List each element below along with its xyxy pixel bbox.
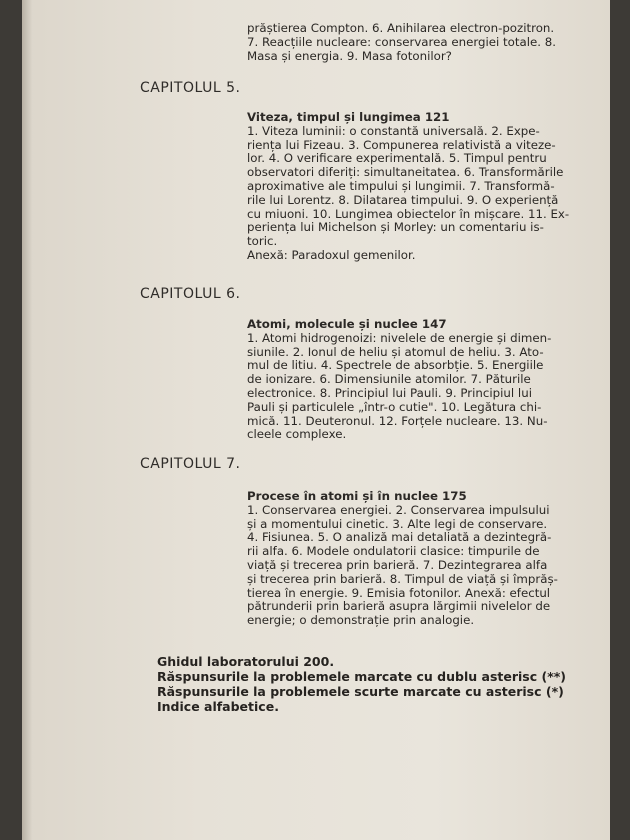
back-matter — [157, 654, 610, 714]
chapter-7-line: viață și trecerea prin barieră. 7. Dezintegrarea alfa — [247, 557, 548, 572]
chapter-7-line: și a momentului cinetic. 3. Alte legi de conservare. — [247, 516, 548, 531]
chapter-6-line: siunile. 2. Ionul de heliu și atomul de heliu. 3. Ato- — [247, 344, 544, 359]
answers-double-asterisk-entry: Răspunsurile la problemele marcate cu dublu asterisc (**) — [157, 669, 566, 684]
chapter-5-contents — [247, 111, 610, 263]
chapter-6-line: Pauli și particulele „într-o cutie". 10. Legătura chi- — [247, 399, 542, 414]
index-entry: Indice alfabetice. — [157, 699, 279, 714]
chapter-5-heading: CAPITOLUL 5. — [140, 80, 241, 96]
intro-continuation — [247, 22, 610, 63]
chapter-5-line: observatori diferiți: simultaneitatea. 6. Transformările — [247, 165, 564, 180]
chapter-6-heading: CAPITOLUL 6. — [140, 286, 241, 302]
chapter-7-line: și trecerea prin barieră. 8. Timpul de viață și împrăș- — [247, 571, 558, 586]
intro-line: 7. Reacțiile nucleare: conservarea energiei totale. 8. — [247, 34, 557, 49]
book-page — [22, 0, 610, 840]
chapter-6-title: Atomi, molecule și nuclee 147 — [247, 317, 447, 331]
chapter-7-line: rii alfa. 6. Modele ondulatorii clasice: timpurile de — [247, 544, 540, 559]
intro-line: prăștierea Compton. 6. Anihilarea electron-pozitron. — [247, 21, 555, 35]
chapter-7-line: 4. Fisiunea. 5. O analiză mai detaliată a dezintegră- — [247, 530, 552, 545]
answers-single-asterisk-entry: Răspunsurile la problemele scurte marcate cu asterisc (*) — [157, 684, 564, 699]
intro-line: Masa și energia. 9. Masa fotonilor? — [247, 48, 452, 63]
chapter-6-line: mică. 11. Deuteronul. 12. Forțele nucleare. 13. Nu- — [247, 413, 548, 428]
chapter-5-annex: Anexă: Paradoxul gemenilor. — [247, 247, 416, 262]
chapter-5-title: Viteza, timpul și lungimea 121 — [247, 110, 450, 124]
chapter-5-line: lor. 4. O verificare experimentală. 5. Timpul pentru — [247, 151, 547, 166]
chapter-7-contents — [247, 490, 610, 628]
chapter-5-line: rile lui Lorentz. 8. Dilatarea timpului. 9. O experiență — [247, 192, 559, 207]
chapter-5-line: periența lui Michelson și Morley: un comentariu is- — [247, 220, 544, 235]
chapter-6-line: 1. Atomi hidrogenoizi: nivelele de energie și dimen- — [247, 330, 552, 345]
chapter-7-title: Procese în atomi și în nuclee 175 — [247, 489, 467, 503]
chapter-7-heading: CAPITOLUL 7. — [140, 456, 241, 472]
chapter-7-line: energie; o demonstrație prin analogie. — [247, 613, 475, 628]
book-spine-shadow — [22, 0, 32, 840]
chapter-5-line: toric. — [247, 234, 278, 249]
chapter-7-line: tierea în energie. 9. Emisia fotonilor. Anexă: efectul — [247, 585, 551, 600]
chapter-7-line: pătrunderii prin barieră asupra lărgimii nivelelor de — [247, 599, 551, 614]
chapter-6-contents — [247, 318, 610, 442]
lab-guide-entry: Ghidul laboratorului 200. — [157, 654, 335, 669]
chapter-6-line: electronice. 8. Principiul lui Pauli. 9. Principiul lui — [247, 385, 532, 400]
chapter-5-line: cu miuoni. 10. Lungimea obiectelor în mișcare. 11. Ex- — [247, 206, 570, 221]
chapter-6-line: mul de litiu. 4. Spectrele de absorbție. 5. Energiile — [247, 358, 544, 373]
chapter-6-line: cleele complexe. — [247, 427, 347, 442]
chapter-7-line: 1. Conservarea energiei. 2. Conservarea impulsului — [247, 502, 550, 517]
chapter-5-line: aproximative ale timpului și lungimii. 7. Transformă- — [247, 178, 555, 193]
chapter-6-line: de ionizare. 6. Dimensiunile atomilor. 7. Păturile — [247, 372, 531, 387]
chapter-5-line: riența lui Fizeau. 3. Compunerea relativistă a viteze- — [247, 137, 556, 152]
chapter-5-line: 1. Viteza luminii: o constantă universală. 2. Expe- — [247, 123, 540, 138]
